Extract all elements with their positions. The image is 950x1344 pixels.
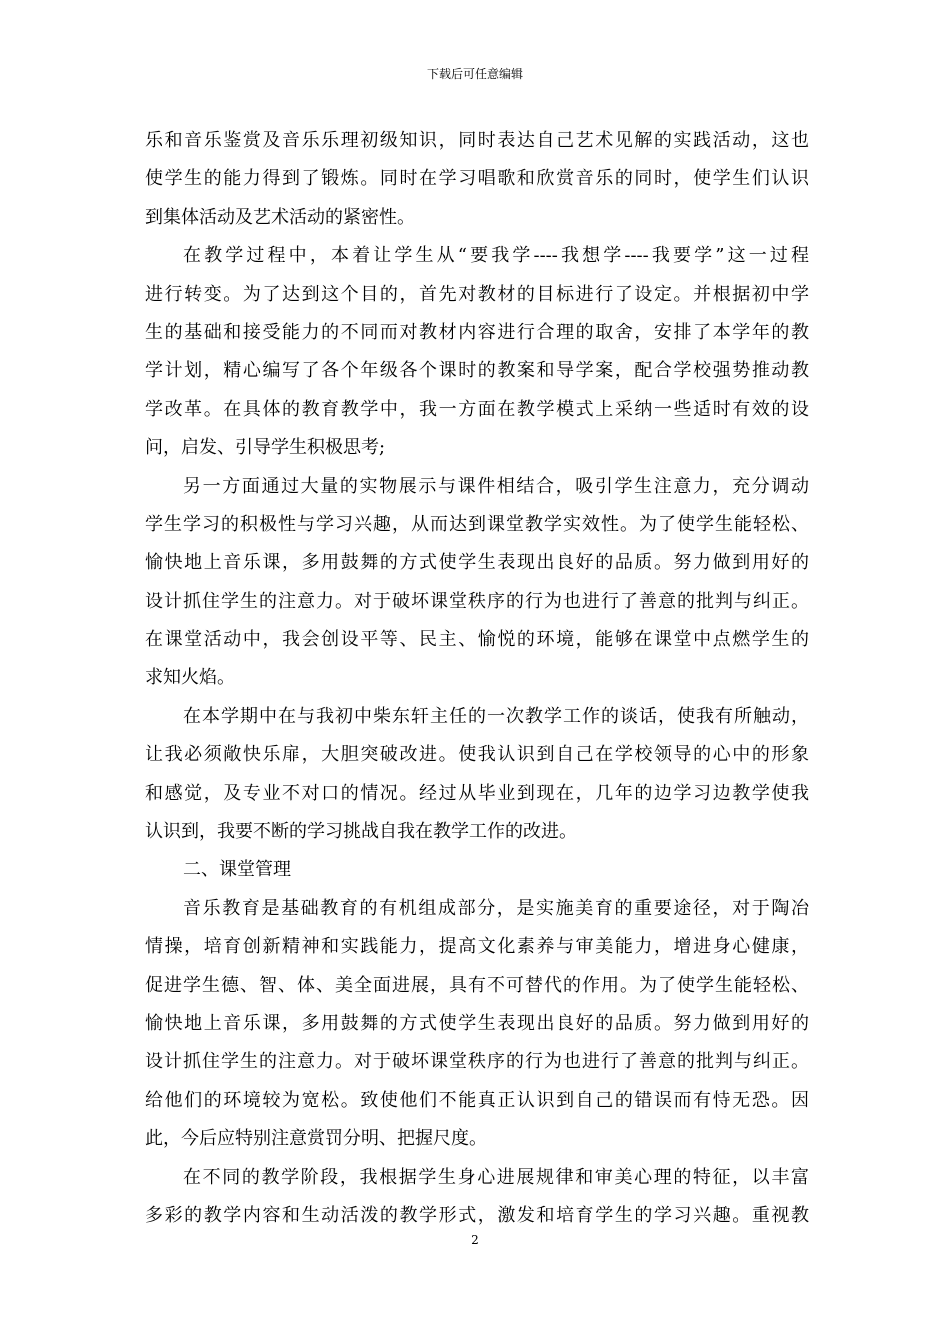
text-line: 设计抓住学生的注意力。对于破坏课堂秩序的行为也进行了善意的批判与纠正。	[145, 590, 809, 612]
text-line: 此，今后应特别注意赏罚分明、把握尺度。	[145, 1128, 487, 1150]
text-line: 进行转变。为了达到这个目的，首先对教材的目标进行了设定。并根据初中学	[145, 283, 809, 305]
text-line: 认识到，我要不断的学习挑战自我在教学工作的改进。	[145, 821, 577, 843]
page-number: 2	[471, 1233, 479, 1247]
text-line: 让我必须敞快乐扉，大胆突破改进。使我认识到自己在学校领导的心中的形象	[145, 744, 809, 766]
text-line: 愉快地上音乐课，多用鼓舞的方式使学生表现出良好的品质。努力做到用好的	[145, 1012, 809, 1034]
text-line: 到集体活动及艺术活动的紧密性。	[145, 206, 415, 228]
document-body	[145, 122, 809, 1235]
text-line: 乐和音乐鉴赏及音乐乐理初级知识，同时表达自己艺术见解的实践活动，这也	[145, 130, 809, 151]
text-line: 学改革。在具体的教育教学中，我一方面在教学模式上采纳一些适时有效的设	[145, 398, 809, 420]
text-line: 和感觉，及专业不对口的情况。经过从毕业到现在，几年的边学习边教学使我	[145, 782, 809, 804]
text-line: 问，启发、引导学生积极思考;	[145, 437, 386, 459]
text-line: 多彩的教学内容和生动活泼的教学形式，激发和培育学生的学习兴趣。重视教	[145, 1204, 809, 1226]
text-line: 二、课堂管理	[183, 859, 291, 881]
text-line: 求知火焰。	[145, 667, 235, 689]
text-line: 使学生的能力得到了锻炼。同时在学习唱歌和欣赏音乐的同时，使学生们认识	[145, 168, 809, 190]
text-line: 设计抓住学生的注意力。对于破坏课堂秩序的行为也进行了善意的批判与纠正。	[145, 1051, 809, 1073]
text-line: 情操，培育创新精神和实践能力，提高文化素养与审美能力，增进身心健康，	[145, 936, 809, 958]
text-line: 给他们的环境较为宽松。致使他们不能真正认识到自己的错误而有恃无恐。因	[145, 1089, 809, 1111]
text-line: 在不同的教学阶段，我根据学生身心进展规律和审美心理的特征，以丰富	[183, 1166, 809, 1188]
text-line: 在本学期中在与我初中柴东轩主任的一次教学工作的谈话，使我有所触动，	[183, 705, 809, 727]
page-header: 下载后可任意编辑	[426, 67, 523, 81]
text-line: 学计划，精心编写了各个年级各个课时的教案和导学案，配合学校强势推动教	[145, 360, 809, 382]
text-line: 音乐教育是基础教育的有机组成部分，是实施美育的重要途径，对于陶冶	[183, 897, 809, 919]
text-line: 愉快地上音乐课，多用鼓舞的方式使学生表现出良好的品质。努力做到用好的	[145, 552, 809, 574]
text-line: 另一方面通过大量的实物展示与课件相结合，吸引学生注意力，充分调动	[183, 475, 809, 497]
text-line: 生的基础和接受能力的不同而对教材内容进行合理的取舍，安排了本学年的教	[145, 321, 809, 343]
text-line: 促进学生德、智、体、美全面进展，具有不可替代的作用。为了使学生能轻松、	[145, 974, 809, 996]
text-line: 在教学过程中，本着让学生从“要我学----我想学----我要学”这一过程	[183, 245, 809, 267]
text-line: 在课堂活动中，我会创设平等、民主、愉悦的环境，能够在课堂中点燃学生的	[145, 629, 809, 651]
text-line: 学生学习的积极性与学习兴趣，从而达到课堂教学实效性。为了使学生能轻松、	[145, 513, 809, 535]
